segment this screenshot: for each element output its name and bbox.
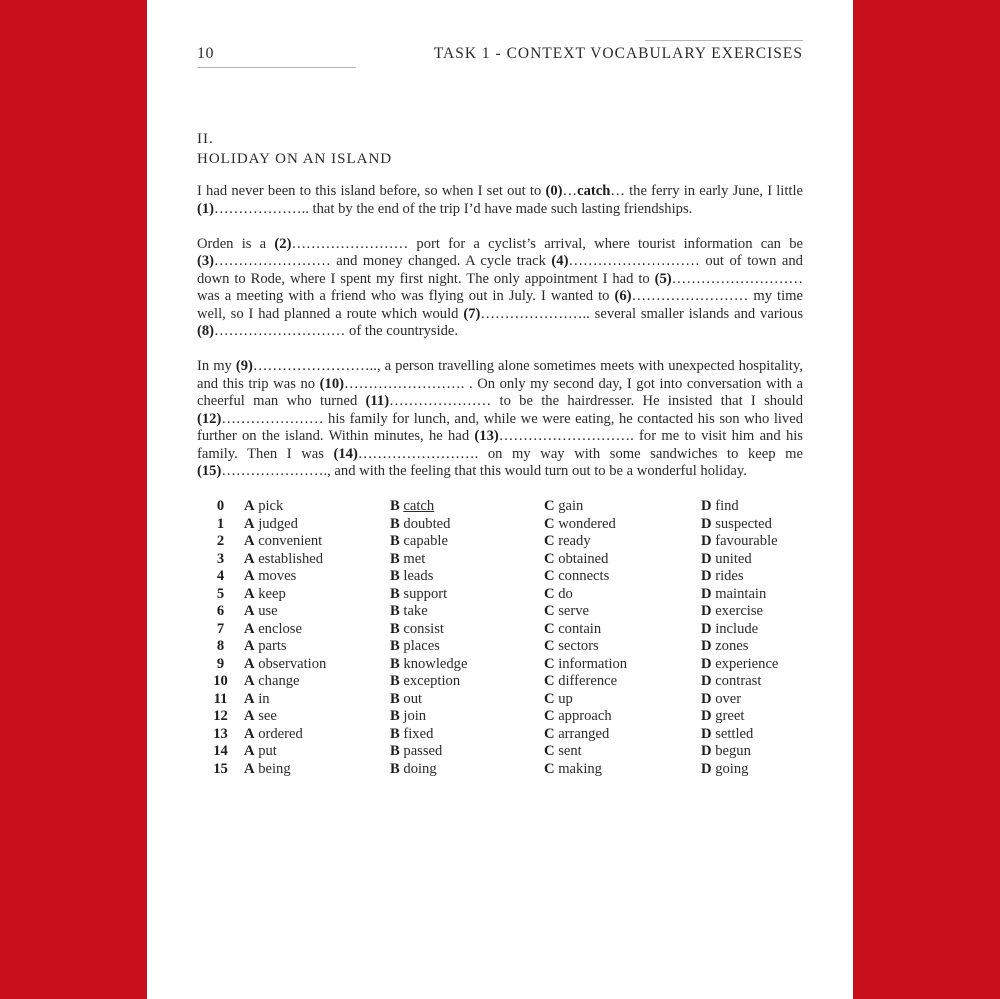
option-word: ready [558,533,591,549]
option-letter: C [544,638,555,654]
option-word: keep [258,585,286,602]
gap-number: (1) [197,200,215,217]
option-c [544,743,701,761]
option-b [390,726,544,744]
option-word: include [715,620,759,637]
option-letter: D [701,690,712,707]
option-c [544,498,701,516]
question-number: 13 [213,725,228,742]
option-row [197,568,803,586]
option-letter: C [544,498,555,514]
option-row [197,708,803,726]
option-c [544,708,701,726]
text-run: ……………………. on my way with some sandwiches to keep me [357,445,803,462]
option-row [197,586,803,604]
option-a [244,726,390,744]
option-word: parts [258,638,287,654]
option-word: capable [403,533,448,549]
option-b [390,673,544,691]
option-letter: B [390,533,400,549]
option-letter: D [701,585,712,602]
option-letter: A [244,533,255,549]
option-letter: B [390,620,400,637]
option-b [390,586,544,604]
option-letter: A [244,655,255,672]
option-word: find [715,498,739,514]
option-letter: A [244,673,255,689]
option-letter: C [544,585,555,602]
option-word: observation [258,655,327,672]
option-letter: D [701,620,712,637]
option-word: sectors [558,638,599,654]
option-letter: B [390,585,400,602]
question-number: 9 [216,655,225,672]
option-b [390,533,544,551]
paragraph-2 [197,236,803,341]
option-letter: D [701,725,712,742]
option-letter: B [390,760,400,777]
text-run: …………………… port for a cyclist’s arrival, where tourist information can be [291,235,803,252]
option-d [701,691,803,709]
option-letter: A [244,638,255,654]
option-letter: A [244,760,255,777]
text-run: ……………………. . On only my second day, I got into conversation with a cheerful man who turned [197,375,803,409]
gap-number: (3) [197,253,215,269]
option-letter: A [244,550,255,567]
option-word: leads [403,568,434,584]
option-word: met [403,550,426,567]
option-row [197,761,803,779]
option-c [544,638,701,656]
option-a [244,603,390,621]
option-word: greet [715,708,745,724]
option-word: arranged [558,725,610,742]
option-letter: B [390,725,400,742]
option-a [244,568,390,586]
option-word: in [258,690,270,707]
option-word: contrast [715,673,762,689]
text-run: In my [197,358,236,374]
gap-number: (12) [197,410,222,427]
left-red-band [0,0,147,999]
option-letter: C [544,673,555,689]
gap-number: (15) [197,463,222,479]
option-word: moves [258,568,297,584]
text-run: …………………… my time well, so I had planned a route which would [197,288,803,322]
option-word: enclose [258,620,302,637]
answer-options-table [197,498,803,778]
paragraph-3 [197,358,803,481]
option-b [390,638,544,656]
option-letter: A [244,620,255,637]
option-letter: B [390,603,400,619]
option-word: up [558,690,573,707]
option-word: experience [715,655,779,672]
option-word: settled [715,725,754,742]
option-d [701,533,803,551]
option-letter: B [390,708,400,724]
option-word: do [558,585,573,602]
example-answer: catch [577,183,611,199]
option-word: exception [403,673,461,689]
text-run: …………………….., a person travelling alone sometimes meets with unexpected hospitality, and this trip was no [197,358,803,392]
option-letter: C [544,620,555,637]
option-d [701,603,803,621]
option-row [197,638,803,656]
option-a [244,621,390,639]
question-number: 5 [216,585,225,602]
option-letter: A [244,743,255,759]
option-letter: D [701,638,712,654]
option-c [544,726,701,744]
option-letter: C [544,690,555,707]
gap-number: (14) [333,445,358,462]
option-d [701,621,803,639]
text-run: ………………………. for me to visit him and his family. Then I was [197,428,803,462]
option-letter: A [244,515,255,532]
option-letter: B [390,690,400,707]
option-letter: A [244,498,255,514]
option-letter: B [390,638,400,654]
option-row [197,673,803,691]
option-letter: D [701,515,712,532]
option-letter: C [544,550,555,567]
header-rule-left [197,67,356,68]
question-number: 2 [216,533,225,549]
option-word: approach [558,708,612,724]
option-letter: C [544,515,555,532]
option-word: sent [558,743,582,759]
question-number: 8 [216,638,225,654]
right-red-band [853,0,1000,999]
option-d [701,726,803,744]
option-letter: B [390,743,400,759]
option-word: use [258,603,278,619]
page-number: 10 [197,45,214,62]
option-word: ordered [258,725,303,742]
option-word: going [715,760,749,777]
option-a [244,586,390,604]
option-word: put [258,743,277,759]
text-run: …………………., and with the feeling that this would turn out to be a wonderful holiday. [221,463,747,479]
option-d [701,761,803,779]
option-word: united [715,550,752,567]
question-number: 10 [213,673,228,689]
option-word: serve [558,603,589,619]
option-word: knowledge [403,655,468,672]
option-letter: D [701,568,712,584]
option-word: information [558,655,628,672]
option-c [544,656,701,674]
option-c [544,603,701,621]
option-a [244,743,390,761]
option-letter: D [701,673,712,689]
option-a [244,551,390,569]
option-d [701,673,803,691]
option-c [544,516,701,534]
gap-number: (9) [235,358,253,374]
exercise-text [197,183,803,498]
option-word: pick [258,498,284,514]
section-heading [197,129,392,169]
option-c [544,673,701,691]
option-word: fixed [403,725,434,742]
question-number: 3 [216,550,225,567]
option-row [197,498,803,516]
option-b [390,691,544,709]
gap-number: (8) [197,323,215,339]
option-a [244,498,390,516]
option-word: over [715,690,742,707]
option-letter: C [544,568,555,584]
option-letter: A [244,585,255,602]
option-word: begun [715,743,751,759]
option-letter: D [701,743,712,759]
option-letter: D [701,760,712,777]
question-number: 7 [216,620,225,637]
option-d [701,568,803,586]
option-b [390,656,544,674]
option-row [197,551,803,569]
option-c [544,691,701,709]
option-word: exercise [715,603,764,619]
option-word: favourable [715,533,778,549]
option-row [197,743,803,761]
option-c [544,621,701,639]
gap-number: (11) [365,393,390,409]
option-word: take [403,603,428,619]
option-word: being [258,760,291,777]
question-number: 4 [216,568,225,584]
option-a [244,761,390,779]
option-word: join [403,708,427,724]
text-run: ………………….. several smaller islands and various [480,305,804,322]
option-b [390,603,544,621]
option-d [701,498,803,516]
option-letter: D [701,498,712,514]
text-run: … the ferry in early June, I little [610,183,804,199]
option-word: out [403,690,423,707]
option-d [701,516,803,534]
text-run: ………………… his family for lunch, and, while we were eating, he contacted his son who lived further on the island. Within minutes, he had [197,410,803,444]
option-d [701,638,803,656]
option-b [390,708,544,726]
gap-number: (2) [274,235,292,252]
option-d [701,551,803,569]
gap-number: (7) [463,305,481,322]
text-run: ……………………… out of town and down to Rode, where I spent my first night. The only appointment I had to [197,253,803,287]
option-word: maintain [715,585,767,602]
gap-number: (0) [545,183,563,199]
running-head: TASK 1 - CONTEXT VOCABULARY EXERCISES [433,45,803,62]
question-number: 1 [216,515,225,532]
text-run: ……………………… was a meeting with a friend who was flying out in July. I wanted to [197,270,803,304]
option-a [244,691,390,709]
option-c [544,586,701,604]
option-word: suspected [715,515,772,532]
option-letter: D [701,533,712,549]
option-letter: A [244,690,255,707]
option-letter: D [701,708,712,724]
option-letter: C [544,655,555,672]
text-run: I had never been to this island before, so when I set out to [197,183,546,199]
option-a [244,533,390,551]
option-row [197,621,803,639]
option-letter: D [701,550,712,567]
section-title: HOLIDAY ON AN ISLAND [197,151,393,167]
option-word: zones [715,638,749,654]
option-word: passed [403,743,443,759]
question-number: 0 [216,498,225,514]
gap-number: (4) [551,253,569,269]
question-number: 6 [216,603,225,619]
option-a [244,708,390,726]
option-b [390,498,544,516]
option-word: connects [558,568,610,584]
option-b [390,621,544,639]
option-word: gain [558,498,584,514]
option-letter: C [544,533,555,549]
option-letter: B [390,655,400,672]
gap-number: (10) [319,375,344,392]
section-number: II. [197,131,214,147]
gap-number: (5) [654,270,672,287]
option-row [197,656,803,674]
option-letter: A [244,725,255,742]
text-run: ……………….. that by the end of the trip I’d have made such lasting friendships. [214,200,693,217]
header-rule-right [645,40,803,41]
option-letter: B [390,515,400,532]
option-d [701,586,803,604]
option-word: catch [403,498,435,514]
book-page [147,0,853,999]
option-letter: B [390,673,400,689]
option-word: see [258,708,277,724]
question-number: 15 [213,760,228,777]
option-letter: D [701,603,712,619]
option-d [701,708,803,726]
option-word: convenient [258,533,323,549]
option-b [390,568,544,586]
option-word: support [403,585,448,602]
text-run: ………………… to be the hairdresser. He insisted that I should [389,393,803,409]
option-letter: C [544,760,555,777]
text-run: Orden is a [197,235,275,252]
option-b [390,743,544,761]
option-letter: C [544,743,555,759]
option-c [544,761,701,779]
option-word: contain [558,620,602,637]
option-word: places [403,638,440,654]
option-word: obtained [558,550,609,567]
option-letter: B [390,498,400,514]
gap-number: (13) [474,428,499,444]
option-b [390,516,544,534]
option-row [197,516,803,534]
option-row [197,603,803,621]
text-run: …………………… and money changed. A cycle track [214,253,552,269]
text-run: ……………………… of the countryside. [214,323,459,339]
option-letter: C [544,725,555,742]
question-number: 12 [213,708,228,724]
option-letter: B [390,550,400,567]
option-word: established [258,550,324,567]
option-row [197,726,803,744]
question-number: 14 [213,743,228,759]
option-row [197,691,803,709]
option-a [244,516,390,534]
option-word: making [558,760,602,777]
option-row [197,533,803,551]
option-letter: D [701,655,712,672]
option-a [244,638,390,656]
option-c [544,551,701,569]
option-letter: A [244,568,255,584]
gap-number: (6) [614,288,632,304]
option-word: rides [715,568,744,584]
option-b [390,551,544,569]
option-letter: C [544,603,555,619]
option-word: consist [403,620,444,637]
option-d [701,656,803,674]
option-letter: A [244,708,255,724]
option-word: difference [558,673,618,689]
option-letter: C [544,708,555,724]
option-word: change [258,673,300,689]
option-c [544,568,701,586]
question-number: 11 [213,690,228,707]
option-letter: B [390,568,400,584]
option-a [244,673,390,691]
paragraph-1 [197,183,803,218]
option-d [701,743,803,761]
text-run: … [562,183,578,199]
option-a [244,656,390,674]
option-word: doubted [403,515,451,532]
option-word: judged [258,515,298,532]
option-c [544,533,701,551]
option-letter: A [244,603,255,619]
option-b [390,761,544,779]
option-word: wondered [558,515,616,532]
option-word: doing [403,760,437,777]
